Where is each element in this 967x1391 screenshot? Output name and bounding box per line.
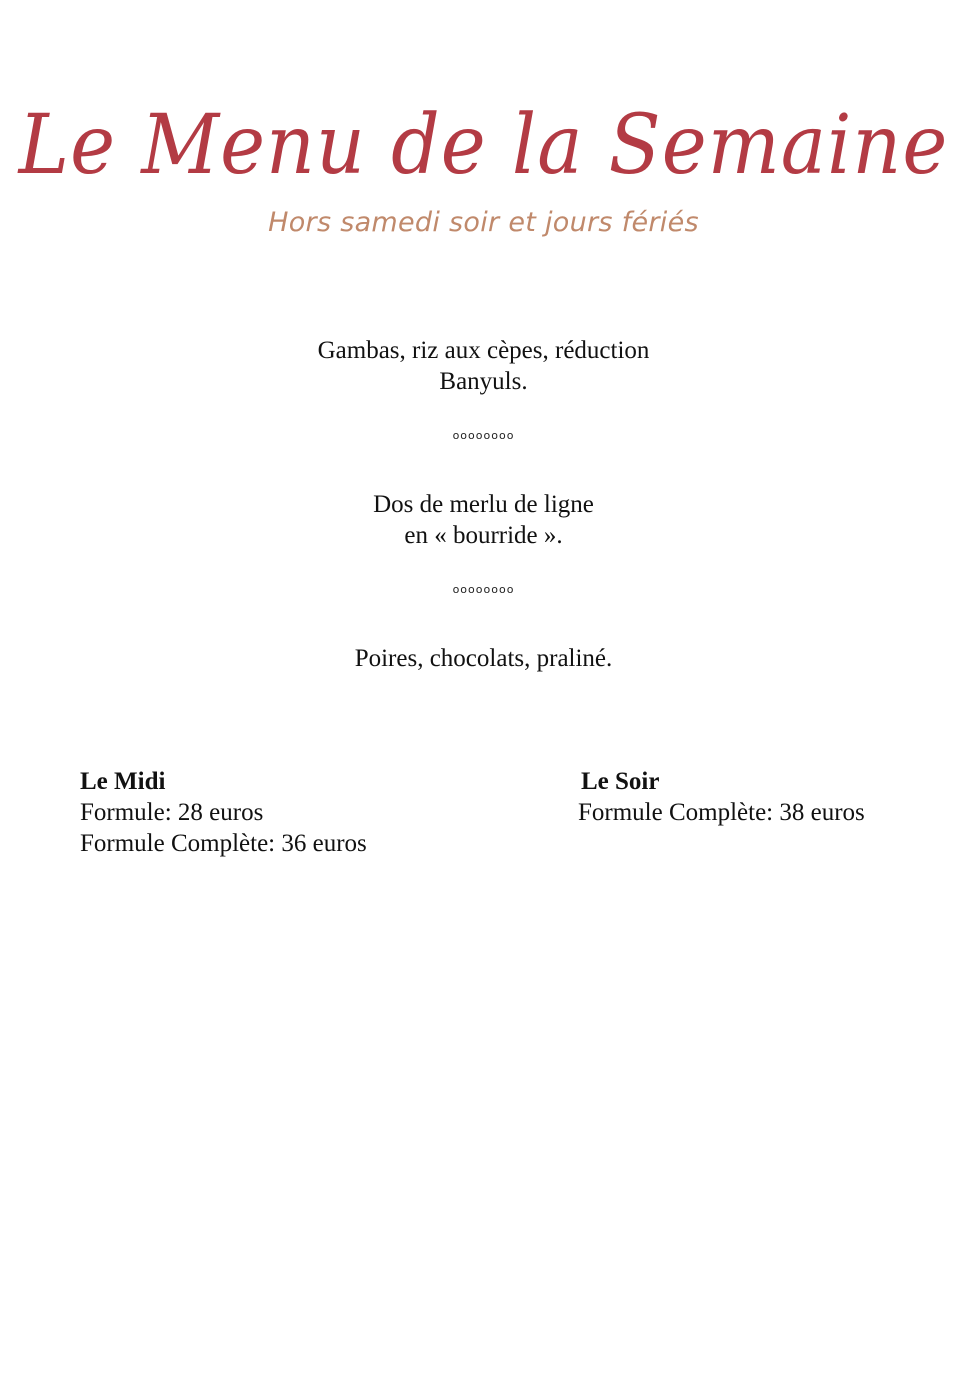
- price-midi: [80, 766, 367, 859]
- starter-dish: [0, 335, 967, 397]
- main-line-2: en « bourride ».: [404, 522, 563, 549]
- page-subtitle: Hors samedi soir et jours fériés: [268, 207, 699, 238]
- dessert-dish: [0, 643, 967, 674]
- starter-line-1: Gambas, riz aux cèpes, réduction: [317, 337, 650, 364]
- price-midi-line-1: Formule: 28 euros: [80, 799, 264, 826]
- dessert-line: Poires, chocolats, praliné.: [354, 645, 613, 672]
- price-soir: [578, 766, 865, 828]
- price-soir-title: Le Soir: [581, 768, 660, 795]
- price-midi-title: Le Midi: [80, 768, 166, 795]
- course-separator-2: oooooooo: [452, 583, 515, 596]
- price-midi-line-2: Formule Complète: 36 euros: [80, 830, 367, 857]
- menu-header: [0, 85, 967, 238]
- main-line-1: Dos de merlu de ligne: [373, 491, 594, 518]
- main-dish: [0, 489, 967, 551]
- price-soir-line-1: Formule Complète: 38 euros: [578, 799, 865, 826]
- page-title: Le Menu de la Semaine: [18, 96, 949, 193]
- starter-line-2: Banyuls.: [439, 368, 528, 395]
- course-separator-1: oooooooo: [452, 429, 515, 442]
